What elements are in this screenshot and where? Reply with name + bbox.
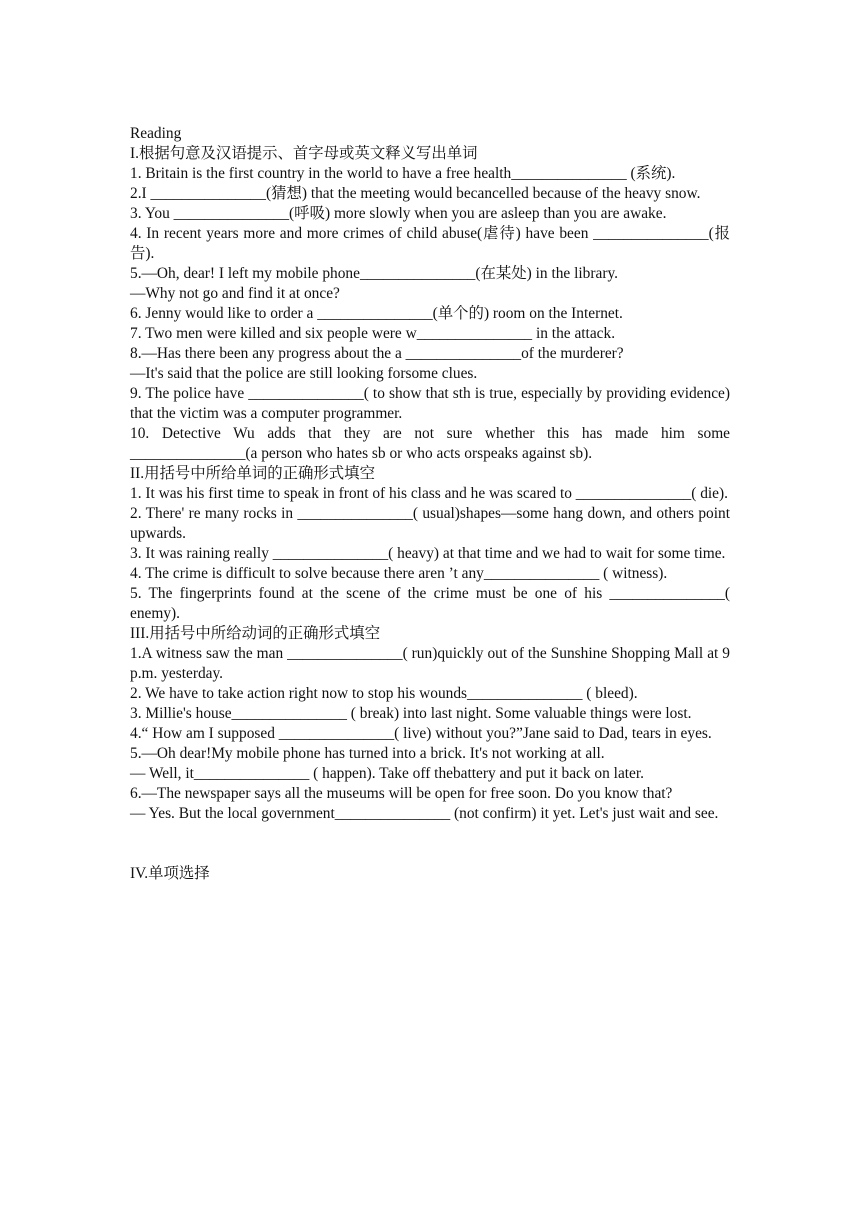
blank-gap (130, 824, 730, 864)
page-heading: Reading (130, 125, 182, 142)
question-2-4: 4. The crime is difficult to solve because there aren ’t any_______________ ( witness). (130, 565, 668, 582)
question-2-5: 5. The fingerprints found at the scene of the crime must be one of his _______________( enemy). (130, 585, 730, 622)
question-2-2: 2. There' re many rocks in _______________( usual)shapes—some hang down, and others point upwards. (130, 505, 730, 542)
question-1-4: 4. In recent years more and more crimes of child abuse(虐待) have been _______________(报告). (130, 225, 730, 262)
question-3-6a: 6.—The newspaper says all the museums will be open for free soon. Do you know that? (130, 785, 673, 802)
question-1-8a: 8.—Has there been any progress about the a _______________of the murderer? (130, 345, 624, 362)
section-2-title: II.用括号中所给单词的正确形式填空 (130, 465, 375, 482)
question-1-6: 6. Jenny would like to order a _______________(单个的) room on the Internet. (130, 305, 623, 322)
question-3-5b: — Well, it_______________ ( happen). Take off thebattery and put it back on later. (130, 765, 645, 782)
section-3-title: III.用括号中所给动词的正确形式填空 (130, 625, 381, 642)
question-1-3: 3. You _______________(呼吸) more slowly when you are asleep than you are awake. (130, 205, 667, 222)
worksheet-page (130, 124, 730, 884)
question-1-5a: 5.—Oh, dear! I left my mobile phone_______________(在某处) in the library. (130, 265, 618, 282)
question-1-1: 1. Britain is the first country in the world to have a free health_______________ (系统). (130, 165, 676, 182)
section-4-title: IV.单项选择 (130, 865, 210, 882)
question-3-6b: — Yes. But the local government_______________ (not confirm) it yet. Let's just wait and see. (130, 805, 719, 822)
question-1-2: 2.I _______________(猜想) that the meeting would becancelled because of the heavy snow. (130, 185, 701, 202)
question-3-5a: 5.—Oh dear!My mobile phone has turned into a brick. It's not working at all. (130, 745, 605, 762)
question-1-10: 10. Detective Wu adds that they are not sure whether this has made him some _______________(a person who hates sb or who acts orspeaks against sb). (130, 425, 730, 462)
question-3-3: 3. Millie's house_______________ ( break) into last night. Some valuable things were lost. (130, 705, 692, 722)
section-1-title: I.根据句意及汉语提示、首字母或英文释义写出单词 (130, 145, 478, 162)
question-1-7: 7. Two men were killed and six people were w_______________ in the attack. (130, 325, 616, 342)
question-1-8b: —It's said that the police are still looking forsome clues. (130, 365, 478, 382)
question-3-2: 2. We have to take action right now to stop his wounds_______________ ( bleed). (130, 685, 638, 702)
question-2-1: 1. It was his first time to speak in front of his class and he was scared to _______________( die). (130, 485, 728, 502)
question-3-4: 4.“ How am I supposed _______________( live) without you?”Jane said to Dad, tears in eyes. (130, 725, 712, 742)
question-2-3: 3. It was raining really _______________( heavy) at that time and we had to wait for some time. (130, 545, 726, 562)
question-3-1: 1.A witness saw the man _______________( run)quickly out of the Sunshine Shopping Mall at 9 p.m. yesterday. (130, 645, 730, 682)
question-1-9: 9. The police have _______________( to show that sth is true, especially by providing evidence) that the victim was a computer programmer. (130, 385, 730, 422)
question-1-5b: —Why not go and find it at once? (130, 285, 340, 302)
